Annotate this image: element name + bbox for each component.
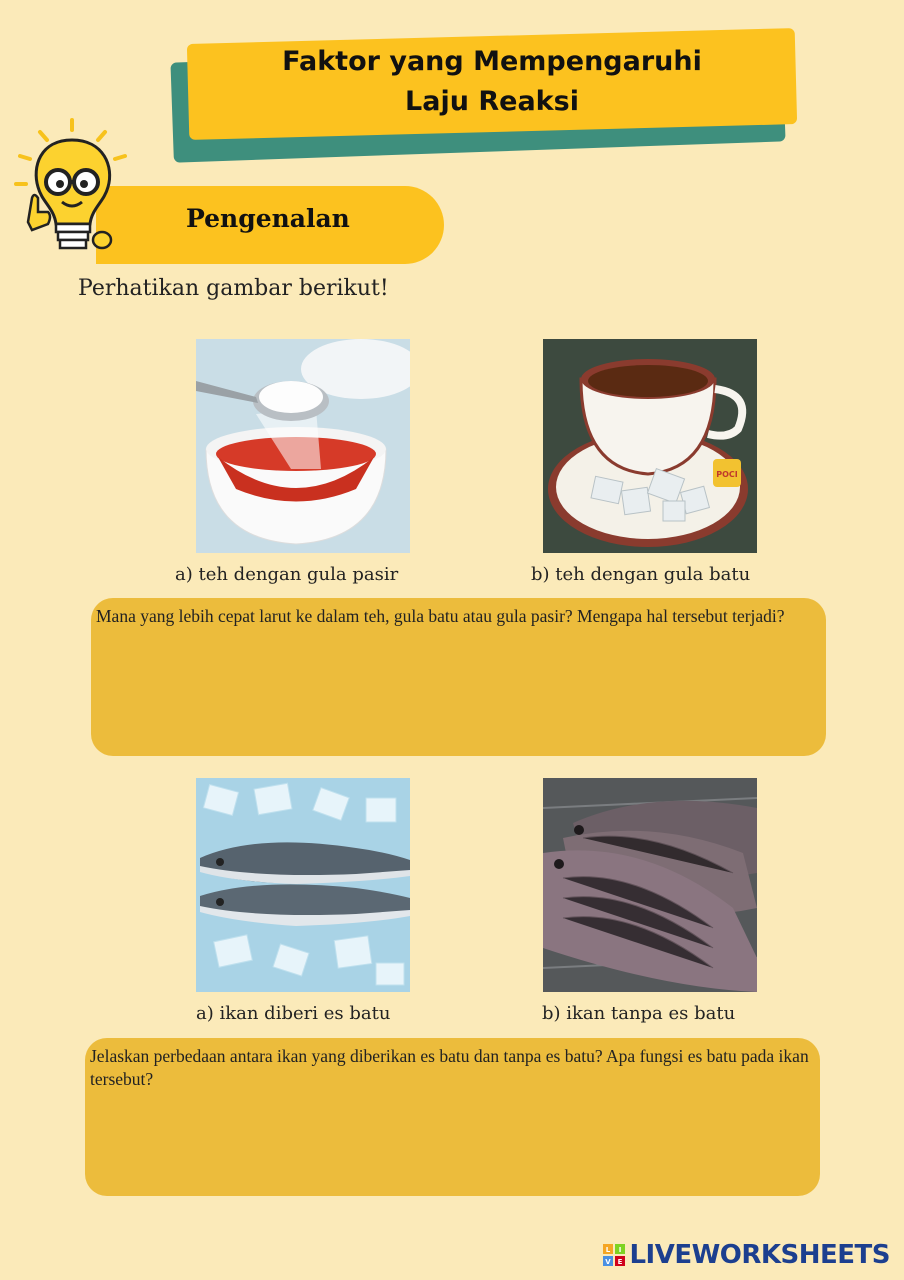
logo-letter-v: V: [605, 1258, 612, 1266]
caption-tea-sugar: a) teh dengan gula pasir: [175, 564, 399, 585]
tea-cup-label: POCI: [716, 470, 738, 479]
page-title: [188, 42, 796, 122]
logo-letter-l: L: [606, 1246, 611, 1254]
intro-instruction: Perhatikan gambar berikut!: [78, 276, 389, 301]
logo-letter-e: E: [618, 1258, 623, 1266]
question-2: Jelaskan perbedaan antara ikan yang diberikan es batu dan tanpa es batu? Apa fungsi es batu pada ikan tersebut?: [90, 1046, 809, 1089]
logo-letter-i: I: [619, 1246, 622, 1254]
brand-name: LIVEWORKSHEETS: [629, 1240, 890, 1270]
photo-fish-without-ice: [543, 778, 757, 992]
photo-fish-with-ice: [196, 778, 410, 992]
photo-tea-rock-sugar: [543, 339, 757, 553]
title-line-2: Laju Reaksi: [405, 86, 579, 117]
question-1: Mana yang lebih cepat larut ke dalam teh, gula batu atau gula pasir? Mengapa hal tersebut terjadi?: [96, 606, 785, 626]
liveworksheets-brand[interactable]: [603, 1240, 890, 1270]
title-line-1: Faktor yang Mempengaruhi: [282, 46, 702, 77]
liveworksheets-logo-icon: [603, 1244, 625, 1266]
caption-fish-without-ice: b) ikan tanpa es batu: [542, 1003, 736, 1024]
photo-tea-sugar: [196, 339, 410, 553]
caption-fish-with-ice: a) ikan diberi es batu: [196, 1003, 391, 1024]
caption-tea-rock-sugar: b) teh dengan gula batu: [531, 564, 751, 585]
section-title: Pengenalan: [186, 204, 350, 233]
lightbulb-mascot-icon: [10, 112, 140, 262]
